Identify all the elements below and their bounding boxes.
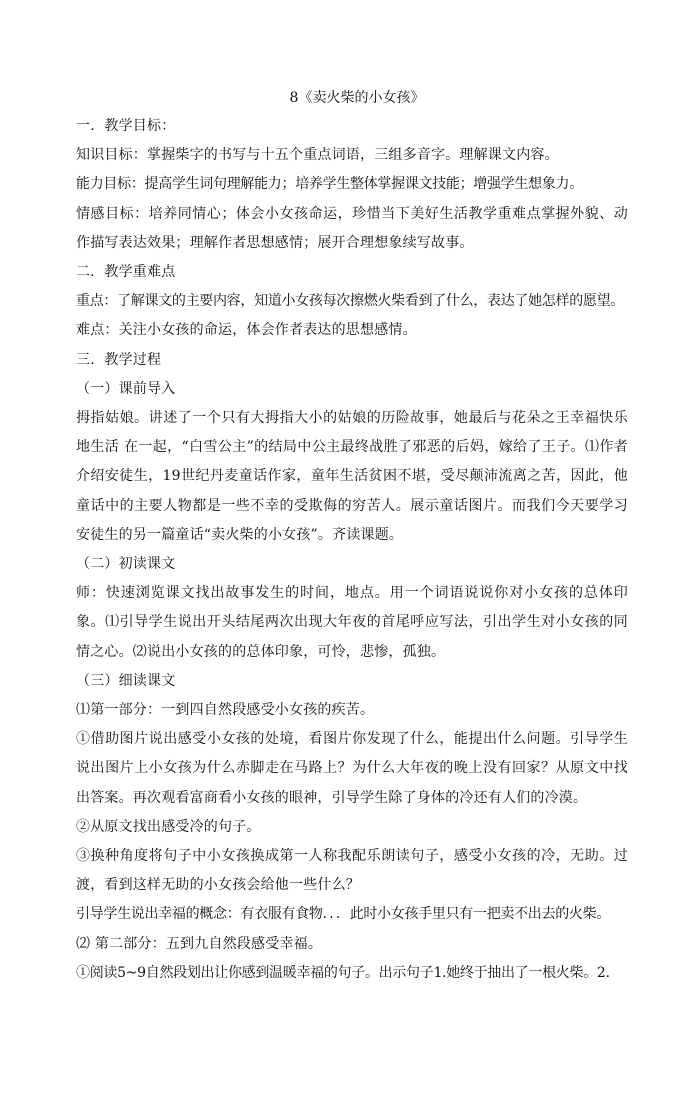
happiness-concept: 引导学生说出幸福的概念：有衣服有食物．．．此时小女孩手里只有一把卖不出去的火柴。 xyxy=(76,906,610,923)
part-one-item-2: ②从原文找出感受冷的句子。 xyxy=(76,818,261,835)
document-title: 8《卖火柴的小女孩》 xyxy=(289,90,425,106)
knowledge-objective: 知识目标：掌握柴字的书写与十五个重点词语，三组多音字。理解课文内容。 xyxy=(76,147,559,164)
part-one-heading: ⑴第一部分：一到四自然段感受小女孩的疾苦。 xyxy=(76,702,375,719)
key-point: 重点：了解课文的主要内容，知道小女孩每次擦燃火柴看到了什么，表达了她怎样的愿望。 xyxy=(76,293,624,310)
emotion-objective: 情感目标：培养同情心；体会小女孩命运，珍惜当下美好生活教学重难点掌握外貌、动作描写表达效果；理解作者思想感情；展开合理想象续写故事。 xyxy=(76,205,628,251)
section-heading-objectives: 一．教学目标： xyxy=(76,118,176,134)
part-one-item-1: ①借助图片说出感受小女孩的处境，看图片你发现了什么，能提出什么问题。引导学生说出图片上小女孩为什么赤脚走在马路上？为什么大年夜的晚上没有回家？从原文中找出答案。再次观看富商看小女孩的眼神，引导学生除了身体的冷还有人们的冷漠。 xyxy=(76,731,628,806)
subheading-first-reading: （二）初读课文 xyxy=(76,556,176,573)
section-heading-process: 三．教学过程 xyxy=(76,351,162,368)
introduction-text: 拇指姑娘。讲述了一个只有大拇指大小的姑娘的历险故事，她最后与花朵之王幸福快乐地生活 在一起，“白雪公主”的结局中公主最终战胜了邪恶的后妈，嫁给了王子。⑴作者介绍安徒生，19世纪丹麦童话作家，童年生活贫困不堪，受尽颠沛流离之苦，因此，他童话中的主要人物都是一些不幸的受欺侮的穷苦人。展示童话图片。而我们今天要学习安徒生的另一篇童话“卖火柴的小女孩”。齐读课题。 xyxy=(76,410,628,543)
part-two-item-1: ①阅读5~9自然段划出让你感到温暖幸福的句子。出示句子1.她终于抽出了一根火柴。2. xyxy=(76,964,610,981)
first-reading-text: 师：快速浏览课文找出故事发生的时间，地点。用一个词语说说你对小女孩的总体印象。⑴引导学生说出开头结尾两次出现大年夜的首尾呼应写法，引出学生对小女孩的同情之心。⑵说出小女孩的的总体印象，可怜，悲惨，孤独。 xyxy=(76,585,628,660)
difficult-point: 难点：关注小女孩的命运，体会作者表达的思想感情。 xyxy=(76,322,417,339)
part-one-item-3: ③换种角度将句子中小女孩换成第一人称我配乐朗读句子，感受小女孩的冷，无助。过渡，看到这样无助的小女孩会给他一些什么？ xyxy=(76,848,628,894)
subheading-detailed-reading: （三）细读课文 xyxy=(76,672,176,689)
part-two-heading: ⑵ 第二部分：五到九自然段感受幸福。 xyxy=(76,935,323,952)
subheading-introduction: （一）课前导入 xyxy=(76,380,176,397)
section-heading-key-points: 二．教学重难点 xyxy=(76,264,176,281)
document-page xyxy=(76,84,628,988)
ability-objective: 能力目标：提高学生词句理解能力；培养学生整体掌握课文技能；增强学生想象力。 xyxy=(76,176,583,193)
